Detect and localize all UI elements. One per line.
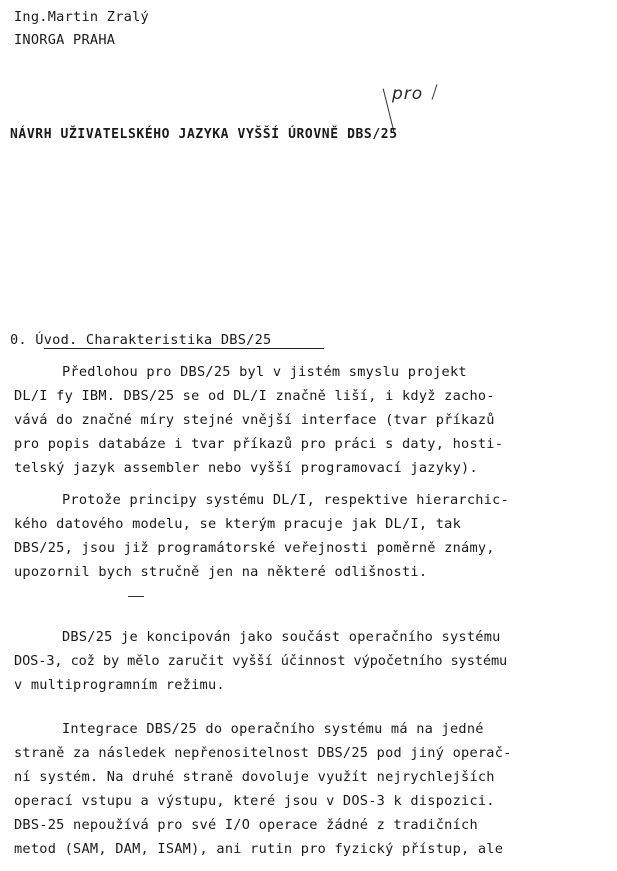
paragraph-line: ní systém. Na druhé straně dovoluje využít nejrychlejších [14,769,495,785]
paragraph-line: Protože principy systému DL/I, respektive hierarchic- [62,492,510,508]
paragraph-line: upozornil bych stručně jen na některé odlišnosti. [14,564,428,580]
handwritten-insert: pro [392,84,424,104]
paragraph-line: Integrace DBS/25 do operačního systému má na jedné [62,721,484,737]
paragraph-line: straně za následek nepřenositelnost DBS/25 pod jiný operač- [14,745,512,761]
document-title: NÁVRH UŽIVATELSKÉHO JAZYKA VYŠŠÍ ÚROVNĚ DBS/25 [10,127,398,142]
paragraph-line: kého datového modelu, se kterým pracuje jak DL/I, tak [14,516,462,532]
section-heading: 0. Úvod. Charakteristika DBS/25 [10,332,272,348]
paragraph-line: pro popis databáze i tvar příkazů pro práci s daty, hosti- [14,436,504,452]
paragraph-line: operací vstupu a výstupu, které jsou v DOS-3 k dispozici. [14,793,495,809]
paragraph-line: DL/I fy IBM. DBS/25 se od DL/I značně liší, i když zacho- [14,388,495,404]
paragraph-line: v multiprogramním režimu. [14,677,225,693]
paragraph-line: Předlohou pro DBS/25 byl v jistém smyslu projekt [62,364,467,380]
paragraph-line: telský jazyk assembler nebo vyšší programovací jazyky). [14,460,478,476]
paragraph-line: vává do značné míry stejné vnější interface (tvar příkazů [14,412,495,428]
insert-caret-stroke-right [432,84,438,100]
paragraph-line: DOS-3, což by mělo zaručit vyšší účinnost výpočetního systému [14,653,508,669]
author-organization: INORGA PRAHA [14,32,116,48]
paragraph-line: DBS/25, jsou již programátorské veřejnosti poměrně známy, [14,540,495,556]
section-heading-underline [44,348,324,349]
author-name: Ing.Martin Zralý [14,9,149,25]
paragraph-line: DBS/25 je koncipován jako součást operačního systému [62,629,501,645]
paragraph-line: DBS-25 nepoužívá pro své I/O operace žádné z tradičních [14,817,478,833]
paragraph-line: metod (SAM, DAM, ISAM), ani rutin pro fyzický přístup, ale [14,841,504,857]
stray-dash [128,596,144,597]
